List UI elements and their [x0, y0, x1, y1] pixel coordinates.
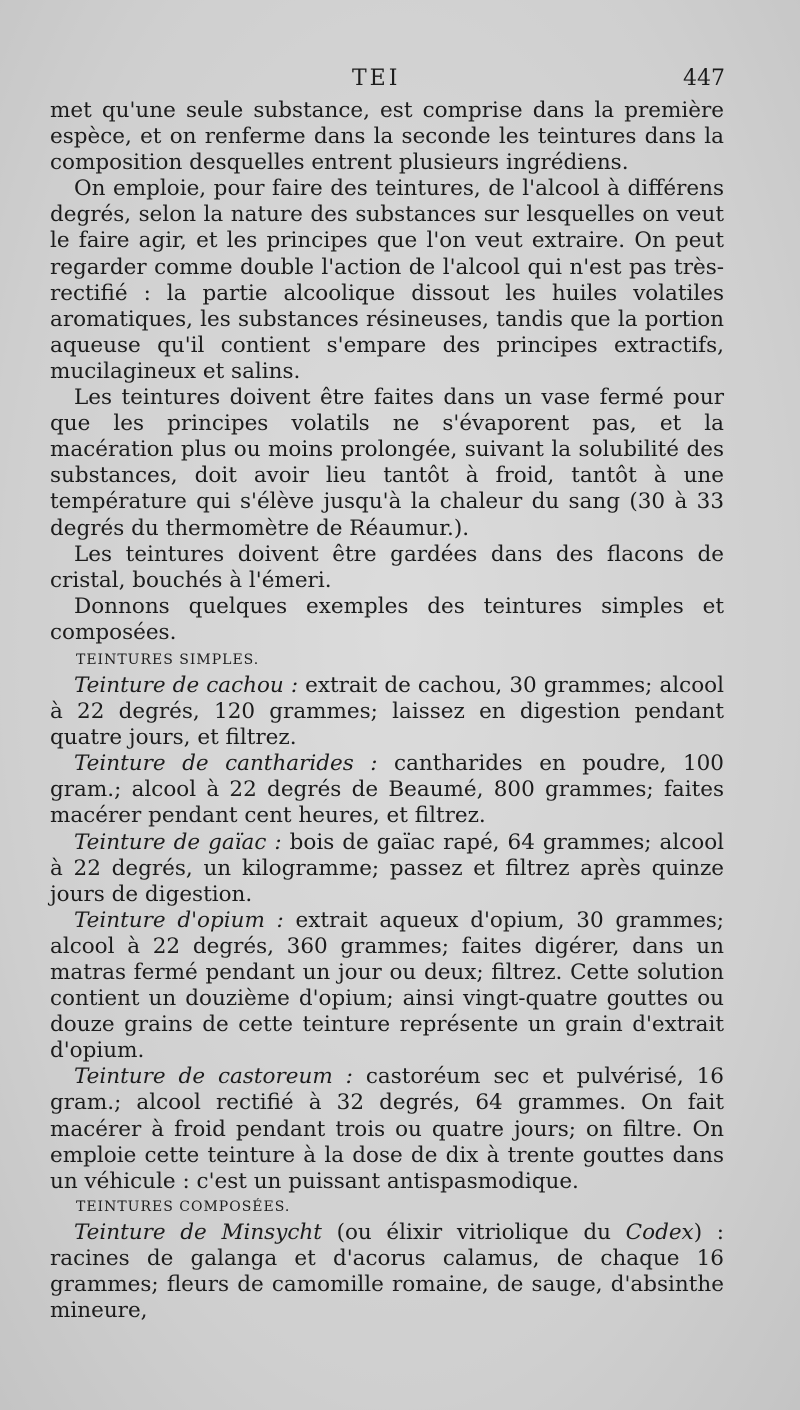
running-head-title: TEI [352, 66, 401, 91]
recipe-opium [50, 908, 724, 1065]
recipe-text: castoréum sec et pulvérisé, 16 gram.; alcool rectifié à 32 degrés, 64 grammes. On fait macérer à froid pendant trois ou quatre jours; on filtre. On emploie cette teinture à la dose de dix à trente gouttes dans un véhicule : c'est un puissant antispasmodique. [50, 1064, 724, 1194]
recipe-term: Teinture de cachou : [74, 672, 299, 698]
recipe-term: Teinture de cantharides : [74, 751, 378, 777]
running-head [0, 66, 800, 96]
recipe-text: extrait de cachou, 30 grammes; alcool à 22 degrés, 120 grammes; laissez en digestion pendant quatre jours, et filtrez. [50, 672, 724, 751]
recipe-text-part: (ou élixir vitriolique du [321, 1219, 626, 1245]
recipe-term: Teinture d'opium : [74, 907, 284, 933]
paragraph-alcohol-usage: On emploie, pour faire des teintures, de l'alcool à différens degrés, selon la nature des substances sur lesquelles on veut le faire agir, et les principes que l'on veut extraire. On peut regarder comme double l'action de l'alcool qui n'est pas très-rectifié : la partie alcoolique dissout les huiles volatiles aromatiques, les substances résineuses, tandis que la portion aqueuse qu'il contient s'empare des principes extractifs, mucilagineux et salins. [50, 176, 724, 384]
recipe-term: Teinture de gaïac : [74, 829, 282, 855]
section-heading-composed: TEINTURES COMPOSÉES. [76, 1198, 291, 1215]
body-text [50, 98, 724, 1324]
recipe-term: Teinture de castoreum : [74, 1064, 353, 1090]
recipe-cachou [50, 673, 724, 751]
recipe-term: Teinture de Minsycht [74, 1219, 322, 1245]
recipe-text: bois de gaïac rapé, 64 grammes; alcool à 22 degrés, un kilogramme; passez et filtrez après quinze jours de digestion. [50, 829, 725, 907]
paragraph-maceration: Les teintures doivent être faites dans un vase fermé pour que les principes volatils ne s'évaporent pas, et la macération plus ou moins prolongée, suivant la solubilité des substances, doit avoir lieu tantôt à froid, tantôt à une température qui s'élève jusqu'à la chaleur du sang (30 à 33 degrés du thermomètre de Réaumur.). [50, 385, 724, 541]
recipe-castoreum [50, 1064, 724, 1194]
section-heading-simple: TEINTURES SIMPLES. [76, 651, 260, 668]
page-number: 447 [683, 66, 725, 91]
paragraph-examples-intro: Donnons quelques exemples des teintures simples et composées. [50, 593, 724, 645]
codex-reference: Codex [625, 1219, 694, 1245]
paragraph-continuation: met qu'une seule substance, est comprise dans la première espèce, et on renferme dans la seconde les teintures dans la composition desquelles entrent plusieurs ingrédiens. [50, 98, 724, 176]
recipe-text: cantharides en poudre, 100 gram.; alcool à 22 degrés de Beaumé, 800 grammes; faites macérer pendant cent heures, et filtrez. [50, 751, 724, 829]
recipe-cantharides [50, 751, 724, 829]
paragraph-storage: Les teintures doivent être gardées dans des flacons de cristal, bouchés à l'émeri. [50, 541, 724, 593]
recipe-text-part: ) : racines de galanga et d'acorus calamus, de chaque 16 grammes; fleurs de camomille romaine, de sauge, d'absinthe mineure, [50, 1219, 724, 1324]
recipe-gaiac [50, 830, 724, 908]
recipe-minsycht [50, 1220, 724, 1324]
recipe-text: extrait aqueux d'opium, 30 grammes; alcool à 22 degrés, 360 grammes; faites digérer, dans un matras fermé pendant un jour ou deux; filtrez. Cette solution contient un douzième d'opium; ainsi vingt-quatre gouttes ou douze grains de cette teinture représente un grain d'extrait d'opium. [50, 907, 725, 1064]
